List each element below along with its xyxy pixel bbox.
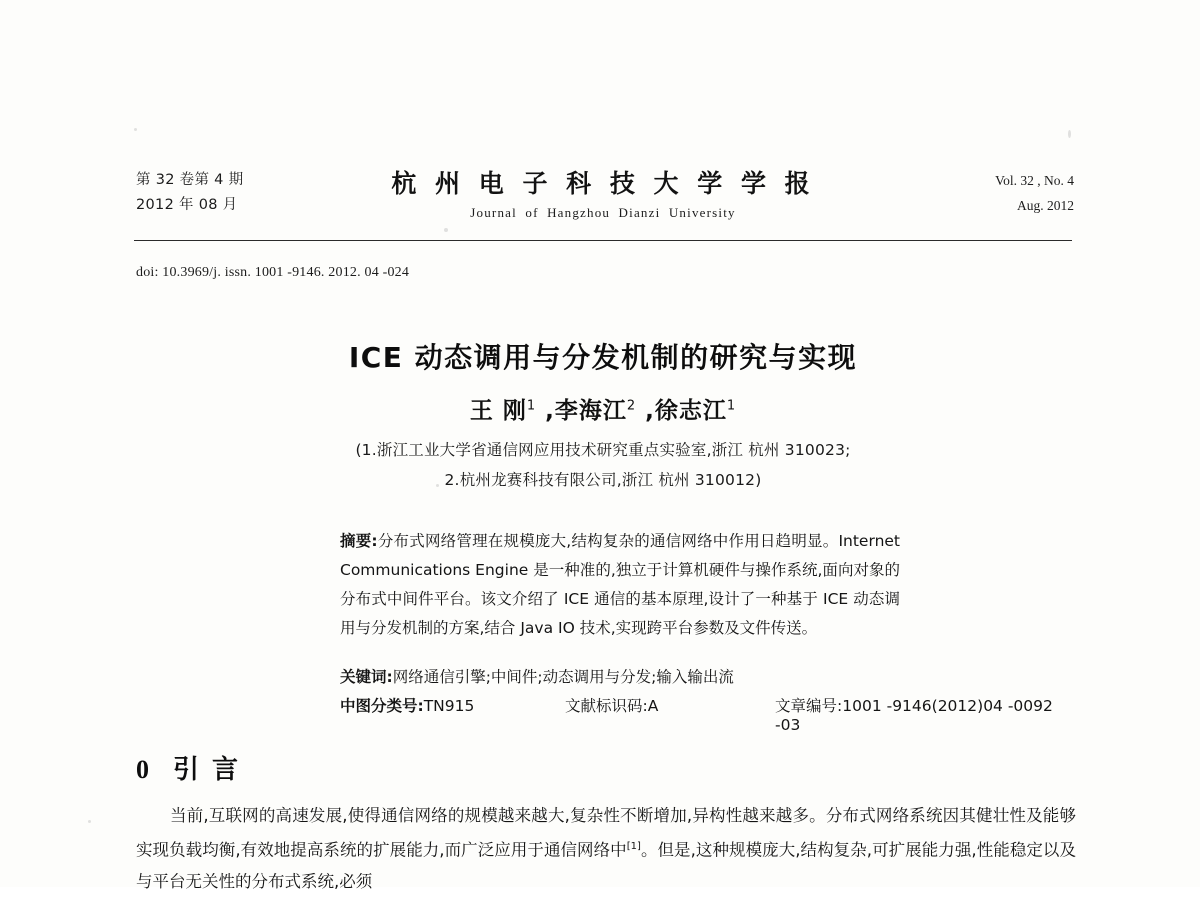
clc-value: TN915 xyxy=(423,697,475,715)
scan-speck xyxy=(436,484,439,487)
document-code-value: A xyxy=(647,697,659,715)
affiliation-2: 2.杭州龙赛科技有限公司,浙江 杭州 310012) xyxy=(444,471,762,489)
volume-issue-line1: 第 32 卷第 4 期 xyxy=(136,172,244,188)
section-number: 0 xyxy=(136,755,151,784)
clc-number xyxy=(340,694,474,716)
document-code xyxy=(565,694,658,716)
abstract-label: 摘要: xyxy=(340,532,378,550)
volume-issue-en-line1: Vol. 32 , No. 4 xyxy=(995,173,1074,188)
header-divider xyxy=(134,240,1072,241)
keywords-text: 网络通信引擎;中间件;动态调用与分发;输入输出流 xyxy=(392,668,734,686)
keywords-label: 关键词: xyxy=(340,668,393,686)
scan-speck xyxy=(444,228,448,232)
journal-title-block xyxy=(368,164,838,221)
journal-title-cn: 杭 州 电 子 科 技 大 学 学 报 xyxy=(391,169,815,198)
article-id-label: 文章编号: xyxy=(775,697,843,715)
section-title: 引 言 xyxy=(173,755,241,785)
section-paragraph: 当前,互联网的高速发展,使得通信网络的规模越来越大,复杂性不断增加,异构性越来越多。分布式网络系统因其健壮性及能够实现负载均衡,有效地提高系统的扩展能力,而广泛应用于通信网络中[1]。但是,这种规模庞大,结构复杂,可扩展能力强,性能稳定以及与平台无关性的分布式系统,必须 xyxy=(136,806,1076,891)
paper-sheet xyxy=(128,0,1078,891)
page-title: ICE 动态调用与分发机制的研究与实现 xyxy=(348,341,858,374)
abstract-text: 分布式网络管理在规模庞大,结构复杂的通信网络中作用日趋明显。Internet Communications Engine 是一种准的,独立于计算机硬件与操作系统,面向对象的分布式中间件平台。该文介绍了 ICE 通信的基本原理,设计了一种基于 ICE 动态调用与分发机制的方案,结合 Java IO 技术,实现跨平台参数及文件传送。 xyxy=(340,532,900,637)
volume-issue-en xyxy=(854,168,1074,218)
doi-line: doi: 10.3969/j. issn. 1001 -9146. 2012. 04 -024 xyxy=(136,265,410,280)
clc-label: 中图分类号: xyxy=(340,697,424,715)
scan-speck xyxy=(88,820,91,823)
section-heading xyxy=(136,749,240,786)
article-id-value: 1001 -9146(2012)04 -0092 -03 xyxy=(775,697,1053,734)
keywords-block xyxy=(340,663,960,691)
scan-speck xyxy=(1068,130,1071,138)
volume-issue-cn xyxy=(136,168,336,218)
abstract-block xyxy=(340,527,900,643)
journal-header xyxy=(128,168,1078,230)
article-id xyxy=(775,694,1080,734)
document-code-label: 文献标识码: xyxy=(565,697,648,715)
author-list: 王 刚$^1$ ,李海江$^2$ ,徐志江$^1$ xyxy=(469,398,737,424)
scan-speck xyxy=(134,128,137,131)
affiliation-1: (1.浙江工业大学省通信网应用技术研究重点实验室,浙江 杭州 310023; xyxy=(355,441,851,459)
volume-issue-line2: 2012 年 08 月 xyxy=(136,197,238,213)
volume-issue-en-line2: Aug. 2012 xyxy=(1017,198,1074,213)
journal-title-en: Journal of Hangzhou Dianzi University xyxy=(470,205,736,220)
